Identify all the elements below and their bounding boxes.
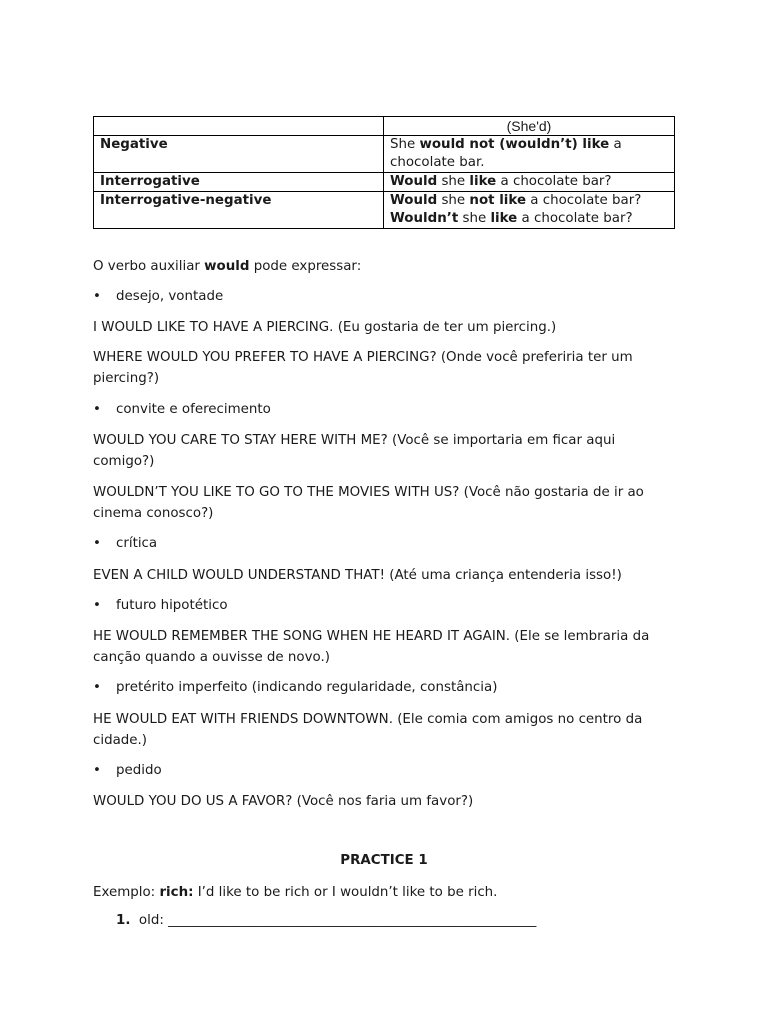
example-sentence: HE WOULD EAT WITH FRIENDS DOWNTOWN. (Ele comia com amigos no centro da cidade.) xyxy=(93,712,643,748)
document-page: (She'd) Negative She would not (wouldn’t) like a chocolate bar. Interrogative Would she like a chocolate bar? Interrogative-negative Would she not like a chocolate bar? Wouldn’t she like a chocolate bar? O verbo auxiliar would pode expressar: • desejo, vontade I WOULD LIKE TO HAVE A PIERCING. (Eu gostaria de ter um piercing.) WHERE WOULD YOU PREFER TO HAVE A PIERCING? (Onde você preferiria ter um piercing?) • convite e oferecimento WOULD YOU CARE TO STAY HERE WITH ME? (Você se importaria em ficar aqui comigo?) WOULDN’T YOU LIKE TO GO TO THE MOVIES WITH US? (Você não gostaria de ir ao cinema conosco?) • crítica EVEN A CHILD WOULD UNDERSTAND THAT! (Até uma criança entenderia isso!) • futuro hipotético HE WOULD REMEMBER THE SONG WHEN HE HEARD IT AGAIN. (Ele se lembraria da canção quando a ouvisse de novo.) • pretérito imperfeito (indicando regularidade, constância) HE WOULD EAT WITH FRIENDS DOWNTOWN. (Ele comia com amigos no centro da cidade.) • pedido WOULD YOU DO US A FAVOR? (Você nos faria um favor?) PRACTICE 1 Exemplo: rich: I’d like to be rich or I wouldn’t like to be rich. 1. old: _______________________________________________________ xyxy=(0,0,768,1024)
table-row xyxy=(94,173,675,192)
practice-example: Exemplo: rich: I’d like to be rich or I wouldn’t like to be rich. xyxy=(93,885,498,900)
row-label: Interrogative-negative xyxy=(94,192,384,229)
bullet-icon: • xyxy=(93,680,101,695)
table-cell xyxy=(94,117,384,136)
row-label: Interrogative xyxy=(94,173,384,192)
bullet-icon: • xyxy=(93,536,101,551)
table-row xyxy=(94,136,675,173)
bullet-icon: • xyxy=(93,598,101,613)
example-sentence: HE WOULD REMEMBER THE SONG WHEN HE HEARD IT AGAIN. (Ele se lembraria da canção quando a ouvisse de novo.) xyxy=(93,629,650,665)
grammar-table xyxy=(93,116,675,229)
table-row xyxy=(94,117,675,136)
bullet-icon: • xyxy=(93,289,101,304)
example-sentence: WOULD YOU CARE TO STAY HERE WITH ME? (Você se importaria em ficar aqui comigo?) xyxy=(93,433,616,469)
example-sentence: I WOULD LIKE TO HAVE A PIERCING. (Eu gostaria de ter um piercing.) xyxy=(93,320,557,335)
example-sentence: EVEN A CHILD WOULD UNDERSTAND THAT! (Até uma criança entenderia isso!) xyxy=(93,568,622,583)
row-label: Negative xyxy=(94,136,384,173)
intro-paragraph: O verbo auxiliar would pode expressar: xyxy=(93,259,362,274)
answer-line: old: _______________________________________________________ xyxy=(138,913,537,928)
example-sentence: WHERE WOULD YOU PREFER TO HAVE A PIERCING? (Onde você preferiria ter um piercing?) xyxy=(93,350,633,386)
practice-item: 1. old: _______________________________________________________ xyxy=(116,913,537,928)
example-sentence: WOULD YOU DO US A FAVOR? (Você nos faria um favor?) xyxy=(93,794,474,809)
table-cell: She would not (wouldn’t) like a chocolate bar. xyxy=(384,136,675,173)
bullet-icon: • xyxy=(93,763,101,778)
example-sentence: WOULDN’T YOU LIKE TO GO TO THE MOVIES WITH US? (Você não gostaria de ir ao cinema conosco?) xyxy=(93,485,644,521)
bullet-icon: • xyxy=(93,402,101,417)
table-cell: Would she not like a chocolate bar? Wouldn’t she like a chocolate bar? xyxy=(384,192,675,229)
table-header-cell: (She'd) xyxy=(384,117,675,136)
table-cell: Would she like a chocolate bar? xyxy=(384,173,675,192)
practice-title: PRACTICE 1 xyxy=(340,853,428,868)
table-row xyxy=(94,192,675,229)
